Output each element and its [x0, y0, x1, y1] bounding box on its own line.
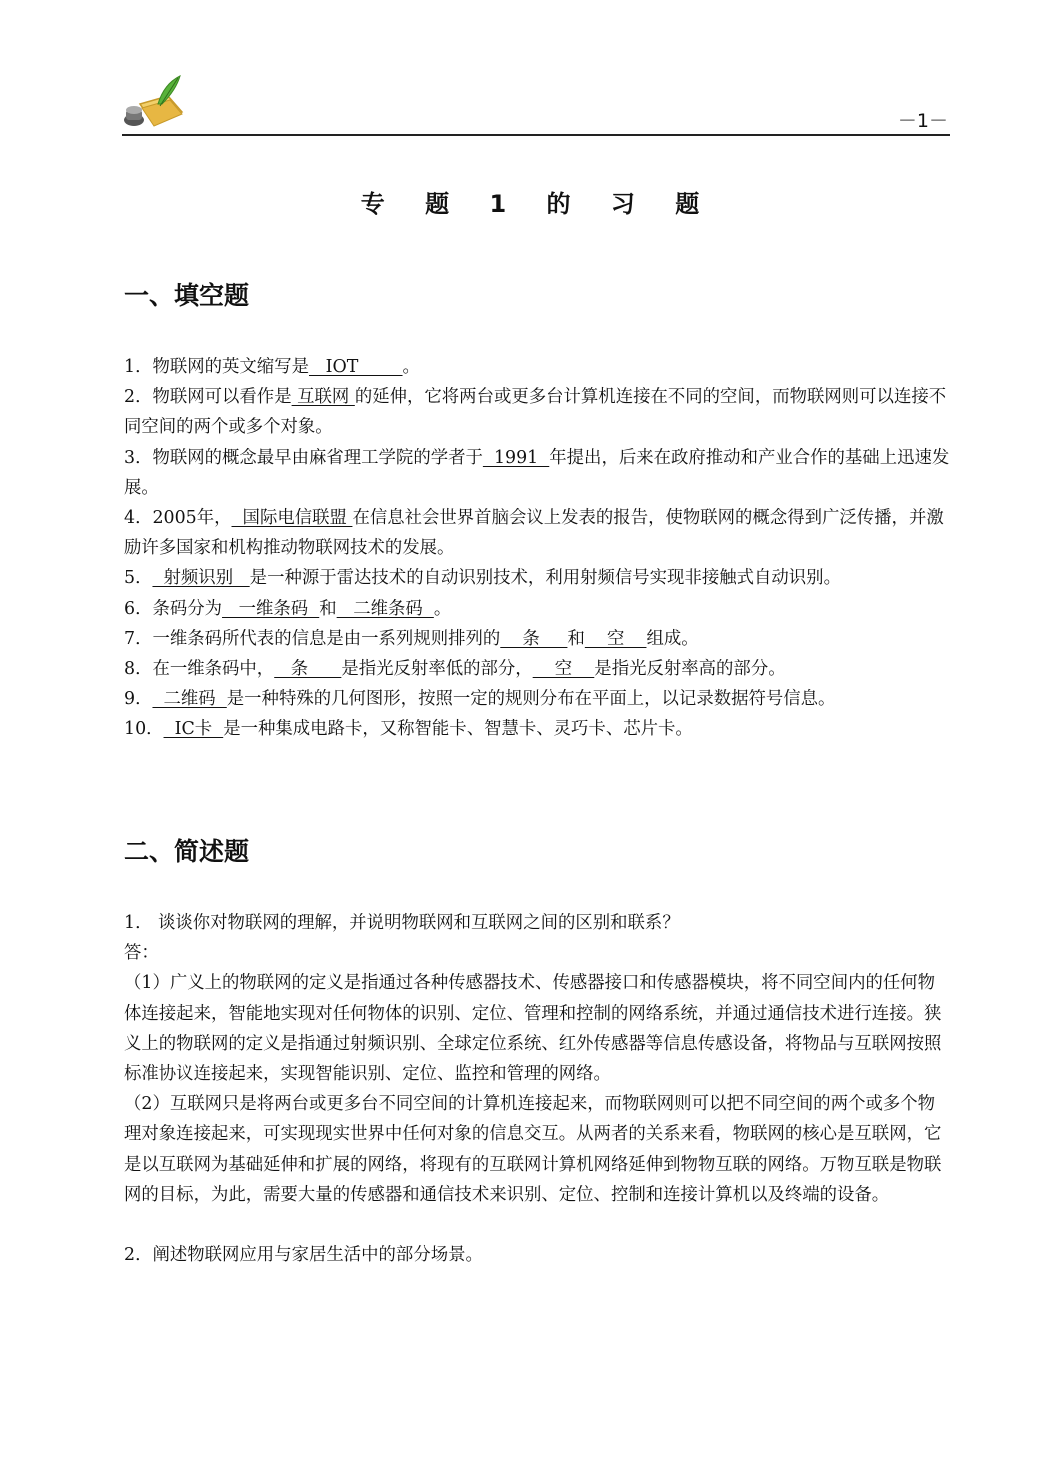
- answer-blank: 二维条码: [336, 598, 434, 619]
- short-answer-questions: [124, 908, 950, 1270]
- answer-paragraph-2: （2）互联网只是将两台或更多台不同空间的计算机连接起来，而物联网则可以把不同空间的两个或多个物理对象连接起来，可实现现实世界中任何对象的信息交互。从两者的关系来看，物联网的核心是互联网，它是以互联网为基础延伸和扩展的网络，将现有的互联网计算机网络延伸到物物互联的网络。万物互联是物联网的目标，为此，需要大量的传感器和通信技术来识别、定位、控制和连接计算机以及终端的设备。: [124, 1094, 942, 1205]
- answer-label: 答：: [124, 943, 159, 964]
- fill-in-questions: [124, 352, 950, 745]
- answer-blank: IOT: [308, 357, 403, 377]
- question-7: 7．一维条码所代表的信息是由一系列规则排列的 条 和 空 组成。: [124, 628, 699, 649]
- spacer: [124, 1210, 950, 1240]
- answer-blank: 二维码: [152, 689, 227, 710]
- question-3: 3．物联网的概念最早由麻省理工学院的学者于 1991 年提出，后来在政府推动和产业合作的基础上迅速发展。: [124, 447, 950, 498]
- answer-blank: 空: [584, 628, 647, 649]
- page-number: －1－: [897, 110, 948, 132]
- answer-paragraph-1: （1）广义上的物联网的定义是指通过各种传感器技术、传感器接口和传感器模块，将不同空间内的任何物体连接起来，智能地实现对任何物体的识别、定位、管理和控制的网络系统，并通过通信技术进行连接。狭义上的物联网的定义是指通过射频识别、全球定位系统、红外传感器等信息传感设备，将物品与互联网按照标准协议连接起来，实现智能识别、定位、监控和管理的网络。: [124, 973, 942, 1085]
- question-5: 5． 射频识别 是一种源于雷达技术的自动识别技术，利用射频信号实现非接触式自动识别。: [124, 568, 841, 589]
- question-4: 4．2005年， 国际电信联盟 在信息社会世界首脑会议上发表的报告，使物联网的概念得到广泛传播，并激励许多国家和机构推动物联网技术的发展。: [124, 508, 944, 559]
- page-title: 专 题 1 的 习 题: [360, 190, 716, 218]
- answer-blank: 1991: [482, 447, 550, 468]
- answer-blank: IC卡: [163, 719, 224, 740]
- answer-blank: 国际电信联盟: [231, 508, 353, 529]
- answer-blank: 射频识别: [152, 568, 250, 589]
- book-quill-logo-icon: [120, 74, 190, 132]
- question-2: 2．物联网可以看作是 互联网 的延伸，它将两台或更多台计算机连接在不同的空间，而物联网则可以连接不同空间的两个或多个对象。: [124, 387, 947, 438]
- answer-blank: 条: [500, 628, 568, 649]
- question-6: 6．条码分为 一维条码 和 二维条码 。: [124, 598, 452, 619]
- question-8: 8．在一维条码中， 条 是指光反射率低的部分， 空 是指光反射率高的部分。: [124, 659, 786, 680]
- question-1: 1．物联网的英文缩写是 IOT 。: [124, 357, 420, 377]
- section-heading-fill-in: 一、填空题: [124, 281, 250, 310]
- question-9: 9． 二维码 是一种特殊的几何图形，按照一定的规则分布在平面上，以记录数据符号信息。: [124, 689, 836, 710]
- answer-blank: 一维条码: [222, 598, 320, 619]
- short-question-1: 1． 谈谈你对物联网的理解，并说明物联网和互联网之间的区别和联系？: [124, 913, 680, 933]
- section-heading-short-answer: 二、简述题: [124, 837, 250, 866]
- question-10: 10． IC卡 是一种集成电路卡，又称智能卡、智慧卡、灵巧卡、芯片卡。: [124, 719, 693, 740]
- answer-blank: 互联网: [291, 387, 355, 408]
- answer-blank: 条: [274, 659, 342, 680]
- header-rule: [122, 134, 950, 136]
- short-question-2: 2．阐述物联网应用与家居生活中的部分场景。: [124, 1245, 483, 1266]
- answer-blank: 空: [532, 659, 595, 680]
